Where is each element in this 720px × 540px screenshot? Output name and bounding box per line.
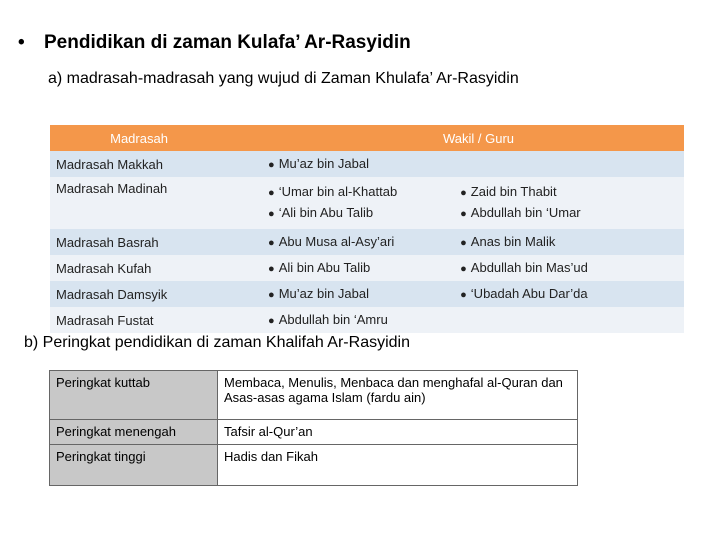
bullet-icon: ●	[460, 236, 467, 249]
guru-list-g2	[440, 307, 684, 333]
header-wakil-guru: Wakil / Guru	[262, 125, 684, 151]
guru-entry	[460, 258, 678, 279]
level-content: Hadis dan Fikah	[218, 445, 578, 486]
bullet-icon: ●	[460, 288, 467, 301]
section-heading	[18, 32, 411, 54]
table-row	[50, 177, 684, 229]
guru-entry	[460, 284, 678, 305]
guru-name: Zaid bin Thabit	[470, 184, 557, 199]
guru-name: Anas bin Malik	[470, 233, 556, 249]
madrasah-name: Madrasah Kufah	[50, 255, 262, 281]
guru-name: Abu Musa al-Asy’ari	[278, 233, 395, 249]
guru-list-g2	[440, 255, 684, 281]
bullet-icon: ●	[460, 262, 467, 275]
bullet-icon: ●	[268, 288, 275, 301]
table-row	[50, 229, 684, 255]
guru-name: Abdullah bin ‘Amru	[278, 311, 388, 327]
madrasah-name: Madrasah Basrah	[50, 229, 262, 255]
bullet-icon: ●	[268, 208, 275, 220]
madrasah-name: Madrasah Makkah	[50, 151, 262, 177]
madrasah-table-header	[50, 125, 684, 151]
table-row	[50, 307, 684, 333]
guru-name: Abdullah bin Mas’ud	[470, 259, 588, 275]
heading-title: Pendidikan di zaman Kulafa’ Ar-Rasyidin	[44, 32, 411, 53]
guru-entry	[268, 258, 434, 279]
guru-list-g1	[262, 255, 440, 281]
guru-entry	[268, 182, 434, 203]
heading-bullet: •	[18, 32, 25, 53]
guru-name: Mu’az bin Jabal	[278, 155, 370, 171]
guru-list-g1	[262, 281, 440, 307]
level-label: Peringkat tinggi	[50, 445, 218, 486]
guru-name: Abdullah bin ‘Umar	[470, 205, 581, 220]
bullet-icon: ●	[460, 187, 467, 199]
guru-name: Mu’az bin Jabal	[278, 285, 370, 301]
guru-entry	[460, 182, 678, 203]
bullet-icon: ●	[268, 158, 275, 171]
bullet-icon: ●	[460, 208, 467, 220]
table-row	[50, 445, 578, 486]
guru-entry	[460, 203, 678, 224]
guru-list-g2	[440, 229, 684, 255]
guru-entry	[268, 154, 434, 175]
table-row	[50, 151, 684, 177]
madrasah-table	[50, 125, 684, 333]
bullet-icon: ●	[268, 187, 275, 199]
madrasah-name: Madrasah Madinah	[50, 177, 262, 229]
guru-list-g1	[262, 151, 440, 177]
guru-list-g2	[440, 151, 684, 177]
guru-list-g2	[440, 177, 684, 229]
table-row	[50, 281, 684, 307]
level-table	[49, 370, 578, 486]
bullet-icon: ●	[268, 236, 275, 249]
level-label: Peringkat menengah	[50, 420, 218, 445]
madrasah-name: Madrasah Damsyik	[50, 281, 262, 307]
guru-name: ‘Umar bin al-Khattab	[278, 184, 398, 199]
bullet-icon: ●	[268, 262, 275, 275]
guru-entry	[268, 203, 434, 224]
level-content: Tafsir al-Qur’an	[218, 420, 578, 445]
bullet-icon: ●	[268, 314, 275, 327]
guru-list-g2	[440, 281, 684, 307]
guru-name: ‘Ubadah Abu Dar’da	[470, 285, 588, 301]
header-madrasah: Madrasah	[50, 125, 262, 151]
madrasah-name: Madrasah Fustat	[50, 307, 262, 333]
guru-name: Ali bin Abu Talib	[278, 259, 371, 275]
guru-entry	[460, 232, 678, 253]
guru-name: ‘Ali bin Abu Talib	[278, 205, 374, 220]
guru-entry	[268, 232, 434, 253]
guru-list-g1	[262, 229, 440, 255]
table-row	[50, 420, 578, 445]
table-row	[50, 255, 684, 281]
guru-list-g1	[262, 307, 440, 333]
level-label: Peringkat kuttab	[50, 371, 218, 420]
level-content: Membaca, Menulis, Menbaca dan menghafal al-Quran dan Asas-asas agama Islam (fardu ain)	[218, 371, 578, 420]
subheading-b: b) Peringkat pendidikan di zaman Khalifah Ar-Rasyidin	[24, 334, 410, 351]
guru-entry	[268, 284, 434, 305]
table-row	[50, 371, 578, 420]
subheading-a: a) madrasah-madrasah yang wujud di Zaman Khulafa’ Ar-Rasyidin	[48, 70, 519, 87]
guru-entry	[268, 310, 434, 331]
guru-list-g1	[262, 177, 440, 229]
